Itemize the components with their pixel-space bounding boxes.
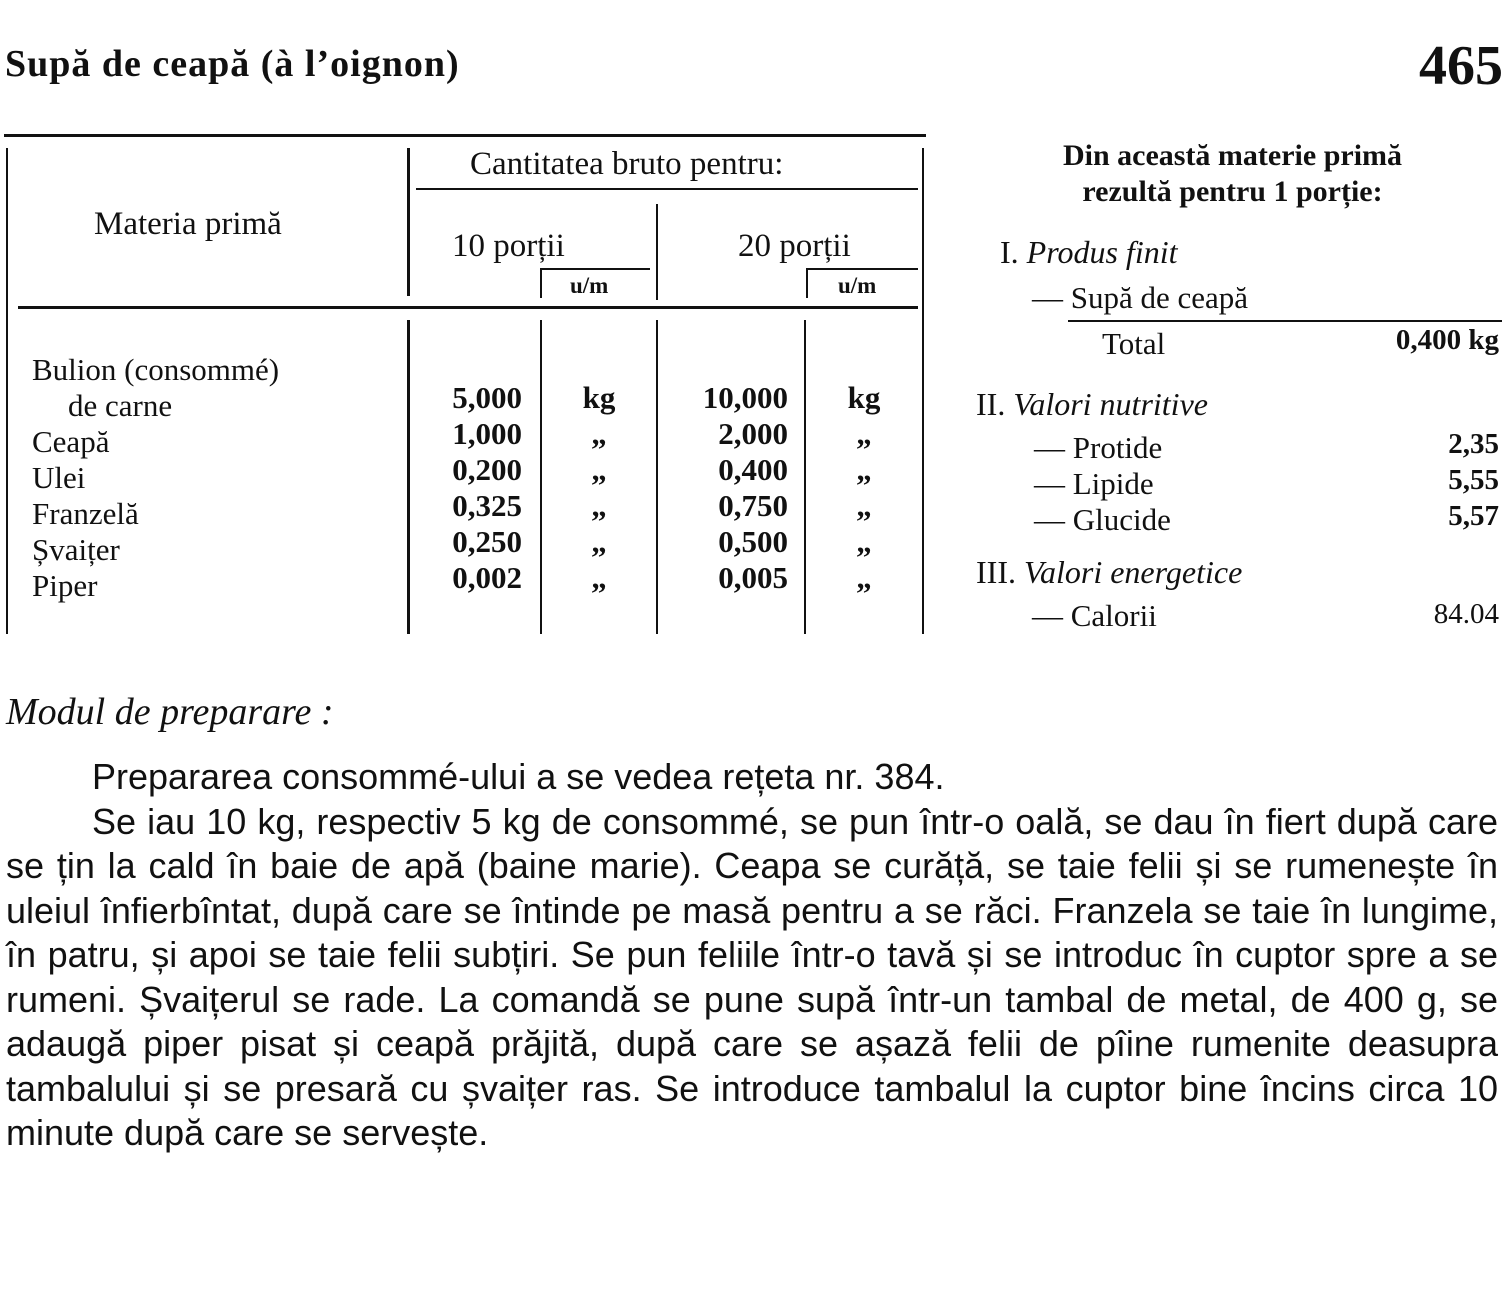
recipe-number: 465 <box>1419 35 1503 97</box>
section-energy-values <box>976 554 1242 591</box>
preparation-heading: Modul de preparare : <box>6 691 334 733</box>
unit-10: „ <box>591 416 607 451</box>
table-left-border <box>6 148 8 634</box>
summary-heading-line1: Din această materie primă <box>1062 139 1403 172</box>
preparation-paragraph: Se iau 10 kg, respectiv 5 kg de consommé, se pun într-o oală, se dau în fiert după care se țin la cald în baie de apă (baine marie). Ceapa se curăță, se taie felii și se rumenește în uleiul înfierbîntat, după care se întinde pe masă pentru a se răci. Franzela se taie în lungime, în patru, și apoi se taie felii subțiri. Se pun feliile într-o tavă și se introduc în cuptor spre a se rumeni. Șvaițerul se rade. La comandă se pune supă într-un tambal de metal, de 400 g, se adaugă piper pisat și ceapă prăjită, după care se așază felii de pîine rumenite deasupra tambalului și se presară cu șvaițer ras. Se introduce tambalul la cuptor bine încins circa 10 minute după care se servește. <box>6 800 1498 1153</box>
unit-20: „ <box>856 488 872 523</box>
section-number: III. <box>976 554 1016 590</box>
nutrient-label: — Lipide <box>1034 466 1154 501</box>
quantity-20: 0,500 <box>718 524 788 559</box>
unit-20-list <box>808 380 920 596</box>
section-title: Valori energetice <box>1023 554 1243 590</box>
ingredient-list <box>32 352 279 604</box>
header-10-portions: 10 porții <box>452 228 565 264</box>
section-nutritive-values <box>976 386 1208 423</box>
unit-20: kg <box>847 380 881 415</box>
ingredient-name: Ceapă <box>32 424 110 459</box>
quantity-20-list <box>668 380 788 596</box>
portion-col-divider-body <box>656 320 658 634</box>
total-rule <box>1068 320 1502 322</box>
summary-heading-line2: rezultă pentru 1 porție: <box>1082 175 1383 208</box>
header-bottom-rule <box>18 306 918 309</box>
quantity-20: 0,400 <box>718 452 788 487</box>
unit-divider-10-body <box>540 320 542 634</box>
recipe-title: Supă de ceapă (à l’oignon) <box>5 43 460 85</box>
calories-value: 84.04 <box>1433 598 1499 630</box>
quantity-20: 2,000 <box>718 416 788 451</box>
preparation-text <box>6 755 1498 1156</box>
unit-divider-20-body <box>804 320 806 634</box>
header-ingredient: Materia primă <box>94 206 282 242</box>
table-top-rule <box>4 134 926 137</box>
nutrient-value: 5,55 <box>1448 464 1499 496</box>
quantity-10: 0,200 <box>452 452 522 487</box>
nutrient-value: 5,57 <box>1448 500 1499 532</box>
header-unit-20: u/m <box>838 273 877 298</box>
unit-20: „ <box>856 452 872 487</box>
unit-20: „ <box>856 524 872 559</box>
calories-label: — Calorii <box>1032 598 1157 633</box>
unit-rule-10 <box>540 268 650 270</box>
ingredient-col-divider-body <box>407 320 410 634</box>
product-name: — Supă de ceapă <box>1032 280 1249 315</box>
unit-20: „ <box>856 560 872 595</box>
quantity-20: 10,000 <box>702 380 788 415</box>
section-finished-product <box>1000 234 1177 271</box>
section-number: II. <box>976 386 1006 422</box>
total-label: Total <box>1102 326 1166 361</box>
quantity-20: 0,005 <box>718 560 788 595</box>
unit-10: „ <box>591 488 607 523</box>
unit-20: „ <box>856 416 872 451</box>
quantity-10: 5,000 <box>452 380 522 415</box>
portion-summary <box>960 136 1505 656</box>
total-value: 0,400 kg <box>1395 324 1499 356</box>
nutrient-label: — Protide <box>1034 430 1163 465</box>
table-right-border <box>922 148 924 634</box>
unit-10: „ <box>591 524 607 559</box>
unit-rule-20 <box>806 268 918 270</box>
quantity-10-list <box>424 380 522 596</box>
header-20-portions: 20 porții <box>738 228 851 264</box>
quantity-10: 0,002 <box>452 560 522 595</box>
section-title: Valori nutritive <box>1013 386 1208 422</box>
unit-divider-20 <box>806 270 808 298</box>
preparation-paragraph: Prepararea consommé-ului a se vedea rețeta nr. 384. <box>92 756 945 797</box>
unit-10: „ <box>591 560 607 595</box>
quantity-10: 0,325 <box>452 488 522 523</box>
quantity-20: 0,750 <box>718 488 788 523</box>
unit-10-list <box>544 380 654 596</box>
unit-10: „ <box>591 452 607 487</box>
nutrient-label: — Glucide <box>1034 502 1171 537</box>
ingredient-name: de carne <box>68 388 173 423</box>
section-number: I. <box>1000 234 1019 270</box>
ingredient-name: Franzelă <box>32 496 139 531</box>
header-unit-10: u/m <box>570 273 609 298</box>
unit-divider-10 <box>540 270 542 298</box>
quantity-10: 0,250 <box>452 524 522 559</box>
ingredient-name: Piper <box>32 568 98 603</box>
section-title: Produs finit <box>1026 234 1178 270</box>
ingredient-col-divider <box>407 148 410 296</box>
ingredient-name: Bulion (consommé) <box>32 352 280 387</box>
quantity-header-rule <box>416 188 918 190</box>
nutrient-value: 2,35 <box>1448 428 1499 460</box>
unit-10: kg <box>582 380 616 415</box>
ingredient-table <box>4 134 926 636</box>
header-quantity: Cantitatea bruto pentru: <box>470 146 784 182</box>
quantity-10: 1,000 <box>452 416 522 451</box>
ingredient-name: Ulei <box>32 460 86 495</box>
ingredient-name: Șvaițer <box>32 532 120 567</box>
portion-col-divider <box>656 204 658 300</box>
